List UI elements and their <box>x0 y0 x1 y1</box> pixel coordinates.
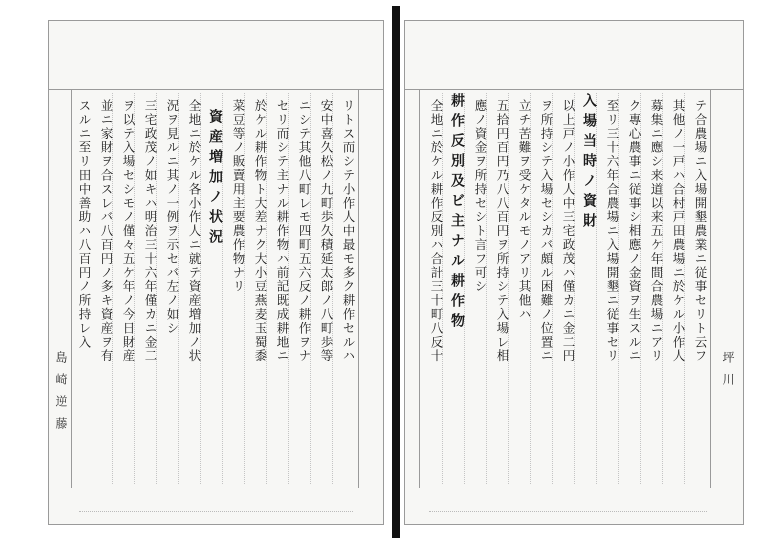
right-page <box>404 20 744 525</box>
text-column: リトス而シテ小作人中最モ多ク耕作セルハ <box>341 99 356 364</box>
text-column: ニシテ其他八町レモ四町五六反ノ耕作ヲナ <box>297 99 312 364</box>
text-column: 菜豆等ノ販賣用主要農作物ナリ <box>231 99 246 294</box>
margin-note: 島崎逆藤 <box>54 351 68 439</box>
text-column: ク專心農事ニ従事シ相應ノ金資ヲ生スルニ <box>627 99 642 364</box>
text-column: 並ニ家財ヲ合スレバ八百円ノ多キ資産ヲ有 <box>99 99 114 364</box>
footer-dots <box>429 511 707 512</box>
text-column: 應ノ資金ヲ所持セシト言フ可シ <box>473 99 488 294</box>
text-column: 五拾円百円乃八八百円ヲ所持シテ入場レ相 <box>495 99 510 364</box>
text-column: 全地ニ於ケル各小作人ニ就テ資産増加ノ状 <box>187 99 202 364</box>
text-column: 至リ三十六年合農場ニ入場開墾ニ従事セリ <box>605 99 620 364</box>
section-heading: 入場当時ノ資財 <box>581 93 597 233</box>
text-column: 募集ニ應シ来道以来五ケ年間合農場ニアリ <box>649 99 664 364</box>
text-column: ヲ所持シテ入場セシカバ頗ル困難ノ位置ニ <box>539 99 554 364</box>
text-column: テ合農場ニ入場開墾農業ニ従事セリト云フ <box>693 99 708 364</box>
margin-note: 坪川 <box>721 351 735 395</box>
left-page <box>48 20 384 525</box>
text-column: ヲ以テ入場セシモノ僅々五ケ年ノ今日財産 <box>121 99 136 364</box>
text-column: スルニ至リ田中善助ハ八百円ノ所持レ入 <box>77 99 92 350</box>
text-column: 三宅政茂ノ如キハ明治三十六年僅カニ金二 <box>143 99 158 364</box>
text-column: 於ケル耕作物ト大差ナク大小豆燕麦玉蜀黍 <box>253 99 268 364</box>
text-column: 全地ニ於ケル耕作反別ハ合計三十町八反十 <box>429 99 444 364</box>
text-column: 立チ苦難ヲ受ケタルモノアリ其他ハ <box>517 99 532 322</box>
text-column: 況ヲ見ルニ其ノ一例ヲ示セバ左ノ如シ <box>165 99 180 336</box>
text-column: 安中喜久松ノ九町歩久積延太郎ノ八町歩等 <box>319 99 334 364</box>
footer-dots <box>79 511 353 512</box>
text-column: セリ而シテ主ナル耕作物ハ前記既成耕地ニ <box>275 99 290 364</box>
text-frame <box>419 89 711 488</box>
section-heading: 耕作反別及ビ主ナル耕作物 <box>449 93 465 333</box>
text-frame <box>71 89 359 488</box>
book-spine <box>392 6 400 538</box>
text-column: 其他ノ一戸ハ合村戸田農場ニ於ケル小作人 <box>671 99 686 364</box>
section-heading: 資産増加ノ状況 <box>207 109 223 249</box>
text-column: 以上戸ノ小作人中三宅政茂ハ僅カニ金二円 <box>561 99 576 364</box>
